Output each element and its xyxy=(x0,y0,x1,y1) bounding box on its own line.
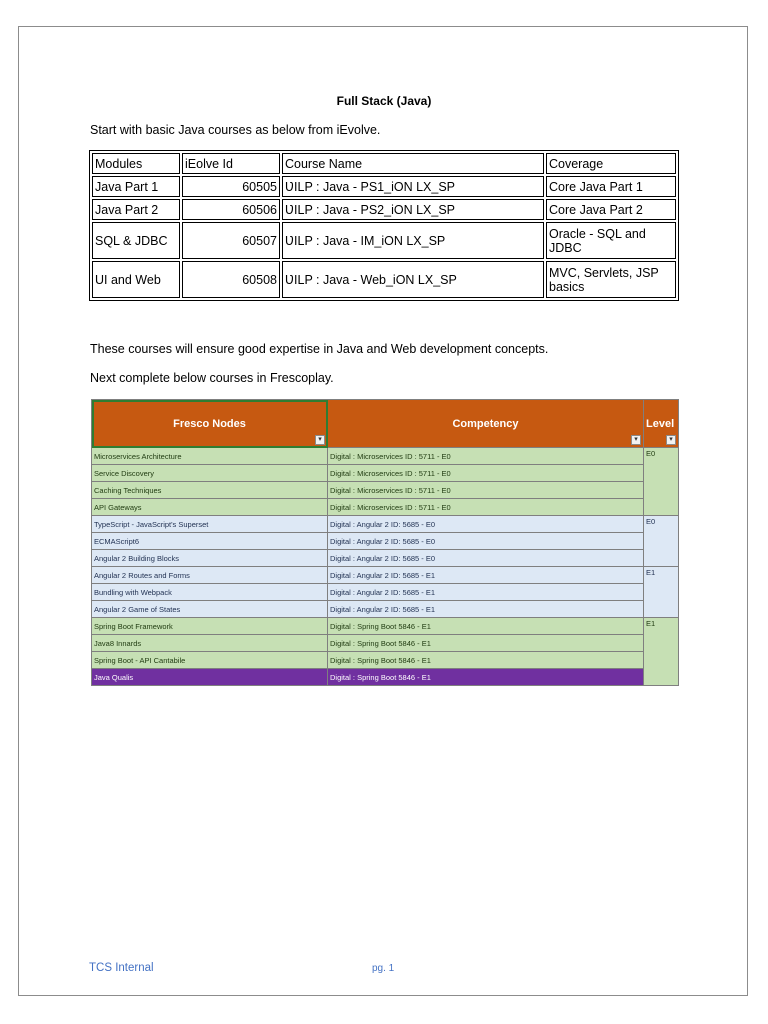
id-cell: 60508 xyxy=(182,261,280,298)
competency-cell: Digital : Spring Boot 5846 - E1 xyxy=(328,635,644,652)
node-cell: TypeScript - JavaScript's Superset xyxy=(92,516,328,533)
header-course-name: Course Name xyxy=(282,153,544,174)
footer-classification: TCS Internal xyxy=(89,962,154,974)
competency-cell: Digital : Microservices ID : 5711 - E0 xyxy=(328,482,644,499)
header-competency[interactable] xyxy=(328,400,644,448)
next-paragraph: Next complete below courses in Frescoplay. xyxy=(90,371,334,385)
header-label: Fresco Nodes xyxy=(173,417,246,430)
node-cell: ECMAScript6 xyxy=(92,533,328,550)
node-cell: Java Qualis xyxy=(92,669,328,686)
table-row xyxy=(92,465,679,482)
table-row xyxy=(92,584,679,601)
header-label: Competency xyxy=(452,417,519,430)
table-header-row xyxy=(92,153,676,174)
header-level[interactable] xyxy=(644,400,679,448)
header-id: iEolve Id xyxy=(182,153,280,174)
node-cell: Service Discovery xyxy=(92,465,328,482)
module-cell: Java Part 1 xyxy=(92,176,180,197)
node-cell: Angular 2 Building Blocks xyxy=(92,550,328,567)
competency-cell: Digital : Microservices ID : 5711 - E0 xyxy=(328,499,644,516)
table-row xyxy=(92,482,679,499)
expertise-paragraph: These courses will ensure good expertise in Java and Web development concepts. xyxy=(90,342,549,356)
level-cell: E0 xyxy=(644,448,679,516)
header-modules: Modules xyxy=(92,153,180,174)
node-cell: API Gateways xyxy=(92,499,328,516)
id-cell: 60506 xyxy=(182,199,280,220)
table-row xyxy=(92,635,679,652)
node-cell: Angular 2 Routes and Forms xyxy=(92,567,328,584)
table-row xyxy=(92,618,679,635)
document-title: Full Stack (Java) xyxy=(336,94,432,108)
filter-dropdown-icon[interactable]: ▾ xyxy=(666,435,676,445)
competency-cell: Digital : Angular 2 ID: 5685 - E0 xyxy=(328,533,644,550)
footer-page-number: pg. 1 xyxy=(372,963,395,974)
coverage-cell: Oracle - SQL and JDBC xyxy=(546,222,676,259)
competency-cell: Digital : Microservices ID : 5711 - E0 xyxy=(328,448,644,465)
table-row xyxy=(92,261,676,298)
id-cell: 60507 xyxy=(182,222,280,259)
header-label: Level xyxy=(646,417,675,430)
module-cell: UI and Web xyxy=(92,261,180,298)
table-row-highlighted xyxy=(92,669,679,686)
node-cell: Microservices Architecture xyxy=(92,448,328,465)
node-cell: Java8 Innards xyxy=(92,635,328,652)
competency-cell: Digital : Spring Boot 5846 - E1 xyxy=(328,652,644,669)
module-cell: SQL & JDBC xyxy=(92,222,180,259)
competency-cell: Digital : Spring Boot 5846 - E1 xyxy=(328,618,644,635)
header-fresco-nodes[interactable] xyxy=(92,400,328,448)
intro-paragraph: Start with basic Java courses as below from iEvolve. xyxy=(90,123,381,137)
competency-cell: Digital : Spring Boot 5846 - E1 xyxy=(328,669,644,686)
fresco-table xyxy=(91,399,679,686)
coverage-cell: MVC, Servlets, JSP basics xyxy=(546,261,676,298)
table-row xyxy=(92,448,679,465)
filter-active-icon[interactable]: ▾ xyxy=(631,435,641,445)
level-cell: E0 xyxy=(644,516,679,567)
competency-cell: Digital : Angular 2 ID: 5685 - E1 xyxy=(328,567,644,584)
course-name-cell: ƲILP : Java - PS1_iON LX_SP xyxy=(282,176,544,197)
table-row xyxy=(92,176,676,197)
competency-cell: Digital : Angular 2 ID: 5685 - E1 xyxy=(328,601,644,618)
table-row xyxy=(92,601,679,618)
header-coverage: Coverage xyxy=(546,153,676,174)
competency-cell: Digital : Microservices ID : 5711 - E0 xyxy=(328,465,644,482)
competency-cell: Digital : Angular 2 ID: 5685 - E1 xyxy=(328,584,644,601)
course-name-cell: ƲILP : Java - IM_iON LX_SP xyxy=(282,222,544,259)
table-row xyxy=(92,567,679,584)
course-name-cell: ƲILP : Java - PS2_iON LX_SP xyxy=(282,199,544,220)
competency-cell: Digital : Angular 2 ID: 5685 - E0 xyxy=(328,550,644,567)
table-row xyxy=(92,533,679,550)
table-row xyxy=(92,222,676,259)
competency-cell: Digital : Angular 2 ID: 5685 - E0 xyxy=(328,516,644,533)
coverage-cell: Core Java Part 2 xyxy=(546,199,676,220)
module-cell: Java Part 2 xyxy=(92,199,180,220)
fresco-table-container xyxy=(91,399,678,686)
table-row xyxy=(92,199,676,220)
course-name-cell: ƲILP : Java - Web_iON LX_SP xyxy=(282,261,544,298)
coverage-cell: Core Java Part 1 xyxy=(546,176,676,197)
node-cell: Caching Techniques xyxy=(92,482,328,499)
node-cell: Angular 2 Game of States xyxy=(92,601,328,618)
id-cell: 60505 xyxy=(182,176,280,197)
level-cell: E1 xyxy=(644,567,679,618)
table-row xyxy=(92,652,679,669)
level-cell: E1 xyxy=(644,618,679,686)
table-row xyxy=(92,516,679,533)
table-row xyxy=(92,550,679,567)
node-cell: Bundling with Webpack xyxy=(92,584,328,601)
fresco-header-row xyxy=(92,400,679,448)
filter-dropdown-icon[interactable]: ▾ xyxy=(315,435,325,445)
node-cell: Spring Boot - API Cantabile xyxy=(92,652,328,669)
table-row xyxy=(92,499,679,516)
node-cell: Spring Boot Framework xyxy=(92,618,328,635)
courses-table xyxy=(89,150,679,301)
